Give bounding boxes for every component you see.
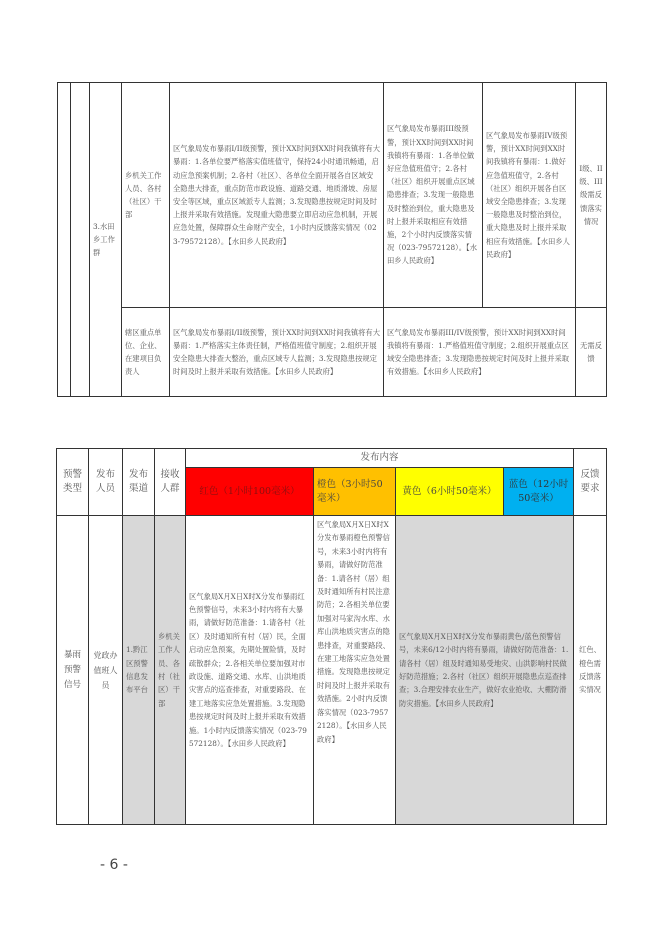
personnel-cell: 乡机关工作人员、各村（社区）干部	[122, 83, 170, 308]
orange-message: 区气象局X月X日X时X分发布暴雨橙色预警信号，未来3小时内将有暴雨，请做好防范准备：1.请各村（居）组及时通知所有村民注意防范；2.各相关单位要加强对马家沟水库、水库山洪地质灾害点的隐患排查，对重要路段、在建工地落实应急处置措施。发现隐患按规定时间及时上报并采取有效措施。2小时内反馈落实情况（023-79572128）。【水田乡人民政府】	[314, 516, 396, 825]
channel-cell: 1.黔江区预警信息发布平台	[123, 516, 155, 825]
recipients-cell: 乡机关工作人员、各村（社区）干部	[155, 516, 186, 825]
feedback-cell: I级、II级、III级需反馈落实情况	[576, 83, 607, 308]
header-channel: 发布渠道	[123, 449, 155, 516]
header-red: 红色（1小时100毫米）	[186, 468, 314, 516]
header-recipients: 接收人群	[155, 449, 186, 516]
header-feedback: 反馈要求	[574, 449, 607, 516]
page-number: - 6 -	[100, 857, 128, 873]
rainstorm-warning-table	[56, 448, 607, 825]
header-publisher: 发布人员	[89, 449, 123, 516]
header-orange: 橙色（3小时50毫米）	[314, 468, 396, 516]
personnel-cell: 辖区重点单位、企业、在建项目负责人	[122, 308, 170, 397]
header-yellow: 黄色（6小时50毫米）	[396, 468, 504, 516]
feedback-cell: 无需反馈	[576, 308, 607, 397]
blank-cell	[58, 83, 71, 397]
blank-cell	[71, 83, 90, 397]
level-3-message: 区气象局发布暴雨III级预警，预计XX时间到XX时间我镇将有暴雨：1.各单位做好应急值班值守；2.各村（社区）组织开展重点区域隐患排查；3.发现一般隐患及时整治到位，重大隐患及时上报并采取相应有效措施，2个小时内反馈落实情况（023-79572128）。【水田乡人民政府】	[384, 83, 483, 308]
red-message: 区气象局X月X日X时X分发布暴雨红色预警信号，未来3小时内将有大暴雨，请做好防范准备：1.请各村（社区）及时通知所有村（居）民，全面启动应急预案，先期处置险情，及时疏散群众；2.各相关单位要加强对市政设施、道路交通、水库、山洪地质灾害点的巡查排查，对重要路段、在建工地落实应急处置措施。3.发现隐患按规定时间及时上报并采取有效措施。1小时内反馈落实情况（023-79572128）。【水田乡人民政府】	[186, 516, 314, 825]
level-1-2-message: 区气象局发布暴雨I/II级预警，预计XX时间到XX时间我镇将有大暴雨：1.各单位要严格落实值班值守，保持24小时通讯畅通，启动应急预案机制；2.各村（社区）、各单位全面开展各自区域安全隐患大排查，重点防范市政设施、道路交通、地质滑坡、房屋安全等区域，重点区域派专人监测；3.发现隐患按规定时间及时上报并采取有效措施。发现重大隐患要立即启动应急机制，开展应急处置，保障群众生命财产安全，1小时内反馈落实情况（023-79572128）。【水田乡人民政府】	[170, 83, 384, 308]
header-warning-type: 预警类型	[57, 449, 89, 516]
level-1-2-message: 区气象局发布暴雨I/II级预警，预计XX时间到XX时间我镇将有大暴雨：1.严格落实主体责任制，严格值班值守制度；2.组织开展安全隐患大排查大整治，重点区域专人监测；3.发现隐患按规定时间及时上报并采取有效措施。【水田乡人民政府】	[170, 308, 384, 397]
warning-type-cell: 暴雨预警信号	[57, 516, 89, 825]
level-3-4-message: 区气象局发布暴雨III/IV级预警，预计XX时间到XX时间我镇将有暴雨：1.严格值班值守制度；2.组织开展重点区域安全隐患排查；3.发现隐患按规定时间及时上报并采取有效措施。【水田乡人民政府】	[384, 308, 576, 397]
category-cell: 3.水田乡工作群	[90, 83, 122, 397]
level-4-message: 区气象局发布暴雨IV级预警，预计XX时间到XX时间我镇将有暴雨：1.做好应急值班值守，2.各村（社区）组织开展各自区域安全隐患排查；3.发现一般隐患及时整治到位，重大隐患及时上报并采取相应有效措施。【水田乡人民政府】	[483, 83, 576, 308]
header-blue: 蓝色（12小时50毫米）	[504, 468, 574, 516]
publisher-cell: 党政办值班人员	[89, 516, 123, 825]
yellow-blue-message: 区气象局X月X日X时X分发布暴雨黄色/蓝色预警信号，未来6/12小时内将有暴雨，请做好防范准备：1.请各村（居）组及时通知易受地灾、山洪影响村民做好防范措施；2.各村（社区）组织开展隐患点巡查排查；3.合理安排农业生产，做好农业抢收、大棚防滑防灾措施。【水田乡人民政府】	[396, 516, 574, 825]
header-content: 发布内容	[186, 449, 574, 468]
feedback-cell: 红色、橙色需反馈落实情况	[574, 516, 607, 825]
warning-table-continued	[57, 82, 607, 397]
